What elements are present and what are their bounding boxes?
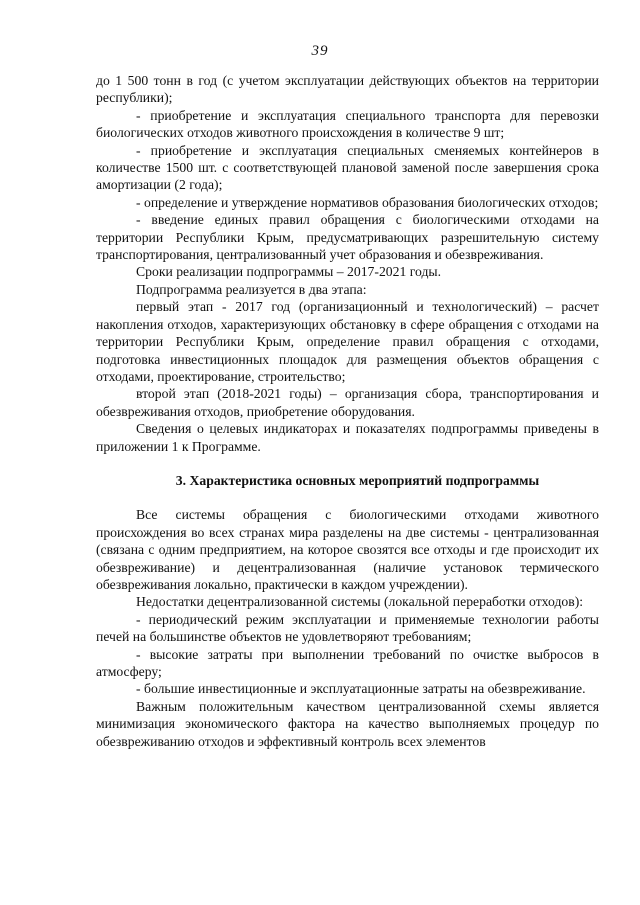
document-body	[96, 72, 599, 750]
list-item: - высокие затраты при выполнении требований по очистке выбросов в атмосферу;	[96, 646, 599, 679]
paragraph: до 1 500 тонн в год (с учетом эксплуатации действующих объектов на территории республики);	[96, 73, 599, 106]
section-characteristics	[96, 506, 599, 750]
list-item: - большие инвестиционные и эксплуатационные затраты на обезвреживание.	[136, 681, 586, 697]
list-item: - введение единых правил обращения с биологическими отходами на территории Республики Крым, предусматривающих разрешительную систему транспортирования, централизованный учет образования и обезвреживания.	[96, 212, 599, 263]
section-heading: 3. Характеристика основных мероприятий подпрограммы	[175, 472, 540, 488]
list-item: - периодический режим эксплуатации и применяемые технологии работы печей на большинстве объектов не удовлетворяют требованиям;	[96, 611, 599, 645]
list-item: - определение и утверждение нормативов образования биологических отходов;	[136, 194, 599, 210]
paragraph: второй этап (2018-2021 годы) – организация сбора, транспортирования и обезвреживания отходов, приобретение оборудования.	[96, 386, 599, 419]
list-item: - приобретение и эксплуатация специальных сменяемых контейнеров в количестве 1500 шт. с соответствующей плановой заменой после завершения срока амортизации (2 года);	[96, 142, 599, 193]
paragraph: Подпрограмма реализуется в два этапа:	[136, 281, 367, 297]
paragraph: первый этап - 2017 год (организационный и технологический) – расчет накопления отходов, характеризующих обстановку в сфере обращения с отходами на территории Республики Крым, определение правил обращения с отходами, подготовка инвестиционных площадок для размещения объектов обращения с отходами, проектирование, строительство;	[96, 299, 599, 384]
paragraph: Недостатки децентрализованной системы (локальной переработки отходов):	[136, 594, 584, 610]
paragraph: Все системы обращения с биологическими отходами животного происхождения во всех странах мира разделены на две системы - централизованная (связана с одним предприятием, на которое свозятся все отходы и где происходит их обезвреживание) и децентрализованная (наличие установок термического обезвреживания локально, практически в каждом учреждении).	[96, 507, 599, 592]
page-number: 39	[311, 43, 329, 59]
paragraph: Сведения о целевых индикаторах и показателях подпрограммы приведены в приложении 1 к Программе.	[96, 421, 599, 454]
paragraph: Сроки реализации подпрограммы – 2017-2021 годы.	[136, 264, 442, 280]
paragraph: Важным положительным качеством централизованной схемы является минимизация экономического фактора на качество выполняемых процедур по обезвреживанию отходов и эффективный контроль всех элементов	[96, 698, 599, 749]
list-item: - приобретение и эксплуатация специального транспорта для перевозки биологических отходов животного происхождения в количестве 9 шт;	[96, 107, 599, 141]
section-intro	[96, 72, 599, 455]
